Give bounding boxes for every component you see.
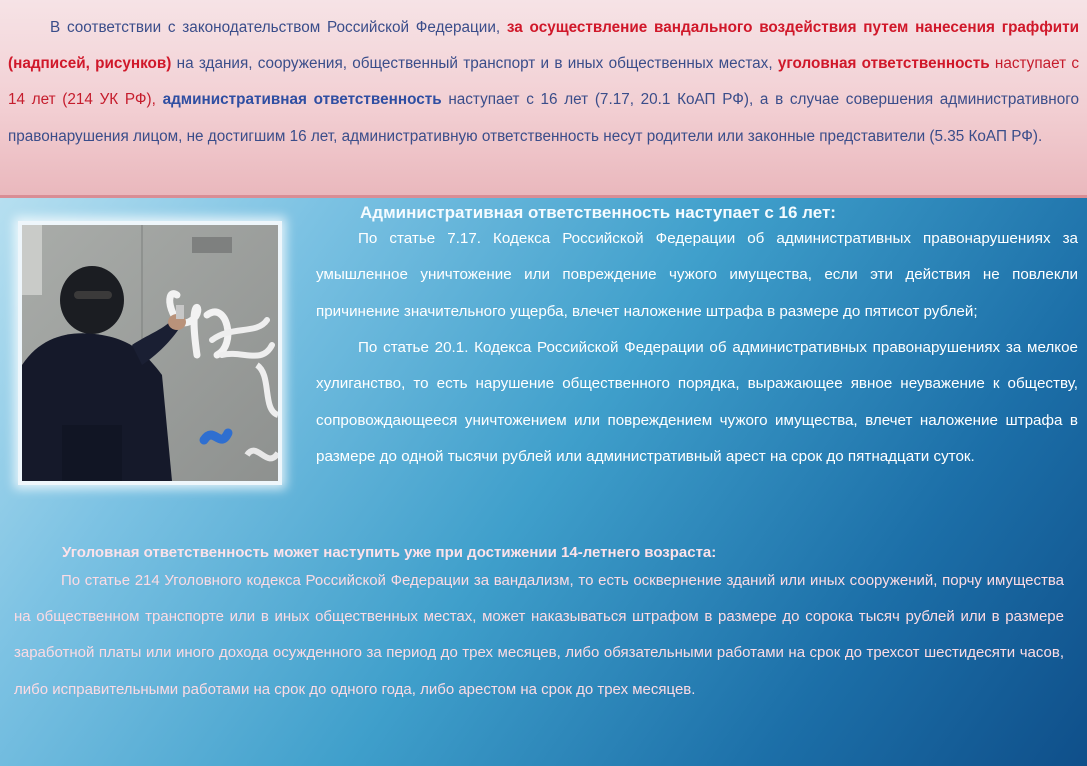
intro-text-7: наступает с 16 лет (7.17, 20.1 КоАП РФ), а в случае совершения административного правонарушения лицом, не достигшим 16 лет, административную ответственность несут родители или законные представители (5.35 КоАП РФ).	[8, 91, 1079, 145]
graffiti-photo	[18, 221, 282, 485]
details-panel	[0, 198, 1087, 766]
intro-text-5: наступает с 14 лет (214 УК РФ),	[8, 55, 1080, 109]
intro-paragraph	[8, 10, 1079, 155]
intro-panel	[0, 0, 1087, 198]
admin-article-20-1: По статье 20.1. Кодекса Российской Федерации об административных правонарушениях за мелкое хулиганство, то есть нарушение общественного порядка, выражающее явное неуважение к обществу, сопровождающееся уничтожением или повреждением чужого имущества, влечет наложение штрафа в размере до одной тысячи рублей или административный арест на срок до пятнадцати суток.	[316, 339, 1078, 465]
criminal-heading: Уголовная ответственность может наступить уже при достижении 14-летнего возраста:	[62, 544, 717, 561]
criminal-article-214: По статье 214 Уголовного кодекса Российской Федерации за вандализм, то есть осквернение зданий или иных сооружений, порчу имущества на общественном транспорте или в иных общественных местах, может наказываться штрафом в размере до сорока тысяч рублей или в размере заработной платы или иного дохода осужденного за период до трех месяцев, либо обязательными работами на срок до трехсот шестидесяти часов, либо исправительными работами на срок до одного года, либо арестом на срок до трех месяцев.	[14, 572, 1064, 698]
intro-highlight-graffiti: за осуществление вандального воздействия путем нанесения граффити (надписей, рисунков)	[8, 19, 1079, 73]
admin-article-7-17: По статье 7.17. Кодекса Российской Федерации об административных правонарушениях за умышленное уничтожение или повреждение чужого имущества, если эти действия не повлекли причинение значительного ущерба, влечет наложение штрафа в размере до пятисот рублей;	[316, 230, 1078, 320]
intro-highlight-criminal: уголовная ответственность	[777, 55, 990, 73]
graffiti-person-image	[22, 225, 278, 481]
admin-heading: Административная ответственность наступает с 16 лет:	[360, 203, 836, 222]
intro-highlight-admin: административная ответственность	[162, 91, 442, 109]
intro-text-3: на здания, сооружения, общественный транспорт и в иных общественных местах,	[171, 55, 778, 73]
intro-text-1: В соответствии с законодательством Российской Федерации,	[50, 19, 507, 36]
